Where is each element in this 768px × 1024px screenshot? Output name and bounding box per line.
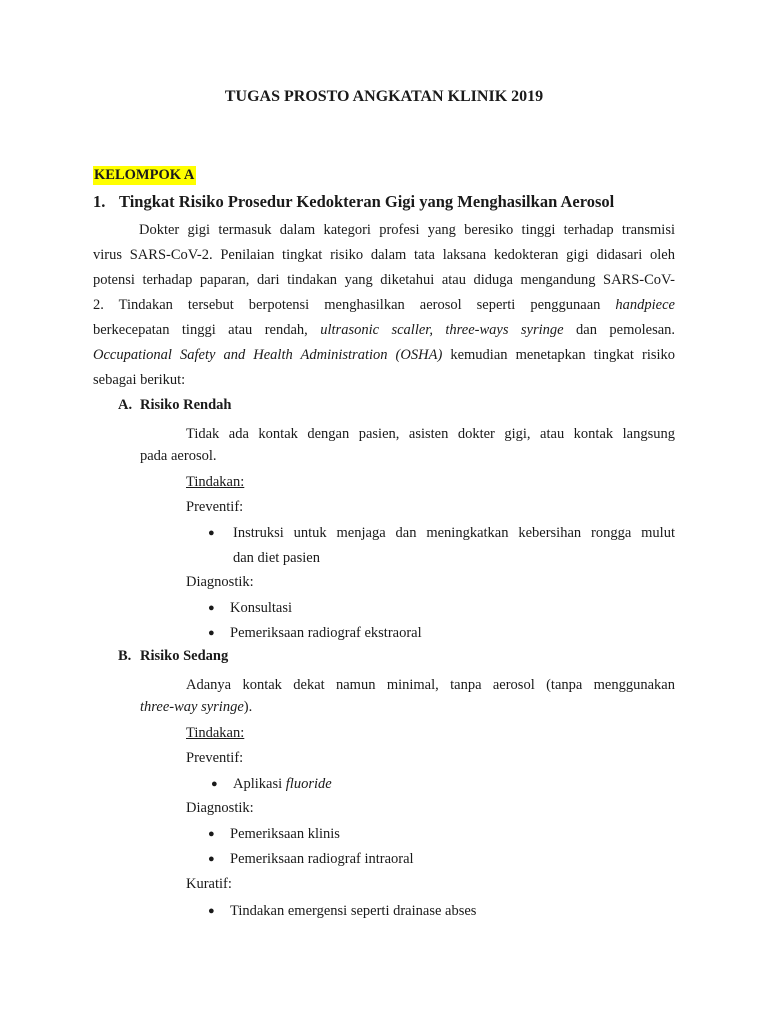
risk-b-heading bbox=[118, 648, 228, 665]
risk-a-diagnostik-label: Diagnostik: bbox=[186, 574, 254, 590]
risk-a-heading bbox=[118, 397, 231, 414]
intro-line-5 bbox=[93, 318, 675, 343]
risk-b-tindakan-label: Tindakan: bbox=[186, 725, 245, 741]
section-heading bbox=[93, 192, 614, 212]
risk-a-preventif-item-line-1: Instruksi untuk menjaga dan meningkatkan kebersihan rongga mulut bbox=[233, 525, 675, 541]
risk-b-desc-line-2 bbox=[140, 699, 252, 716]
risk-b-diagnostik-item-text: Pemeriksaan radiograf intraoral bbox=[230, 851, 414, 867]
risk-a-desc-line-1: Tidak ada kontak dengan pasien, asisten dokter gigi, atau kontak langsung bbox=[186, 426, 675, 442]
intro-line-1: Dokter gigi termasuk dalam kategori profesi yang beresiko tinggi terhadap transmisi bbox=[139, 222, 675, 238]
risk-a-diagnostik-item-text: Pemeriksaan radiograf ekstraoral bbox=[230, 625, 422, 641]
risk-b-preventif-item-text: Aplikasi bbox=[233, 776, 283, 792]
risk-b-kuratif-item bbox=[208, 899, 476, 924]
bullet-icon: ● bbox=[208, 853, 215, 865]
risk-b-desc-end: ). bbox=[243, 699, 253, 715]
intro-line-2: virus SARS-CoV-2. Penilaian tingkat risiko dalam tata laksana kedokteran gigi didasari oleh bbox=[93, 247, 675, 263]
risk-a-title: Risiko Rendah bbox=[140, 397, 232, 413]
risk-b-kuratif-label: Kuratif: bbox=[186, 876, 232, 892]
risk-a-diagnostik-item-text: Konsultasi bbox=[230, 600, 293, 616]
bullet-icon: ● bbox=[208, 828, 215, 840]
section-heading-text: Tingkat Risiko Prosedur Kedokteran Gigi yang Menghasilkan Aerosol bbox=[119, 192, 615, 211]
risk-b-fluoride: fluoride bbox=[285, 776, 332, 792]
section-number: 1. bbox=[93, 192, 106, 211]
risk-a-letter: A. bbox=[118, 397, 133, 413]
intro-line-5-text: berkecepatan tinggi atau rendah, bbox=[93, 322, 308, 338]
bullet-icon: ● bbox=[208, 905, 215, 917]
risk-b-desc-line-1: Adanya kontak dekat namun minimal, tanpa aerosol (tanpa menggunakan bbox=[186, 677, 675, 693]
intro-instruments: ultrasonic scaller, three-ways syringe bbox=[320, 322, 564, 338]
risk-b-diagnostik-item bbox=[208, 847, 414, 872]
intro-osha: Occupational Safety and Health Administration (OSHA) bbox=[93, 347, 443, 363]
risk-a-preventif-item bbox=[208, 521, 675, 571]
risk-b-diagnostik-item-text: Pemeriksaan klinis bbox=[230, 826, 340, 842]
intro-line-7: sebagai berikut: bbox=[93, 372, 186, 388]
document-title: TUGAS PROSTO ANGKATAN KLINIK 2019 bbox=[224, 88, 544, 105]
risk-b-diagnostik-label: Diagnostik: bbox=[186, 800, 254, 816]
risk-b-three-way-syringe: three-way syringe bbox=[140, 699, 244, 715]
risk-b-preventif-item bbox=[211, 772, 332, 797]
intro-handpiece: handpiece bbox=[615, 297, 675, 313]
risk-a-diagnostik-item bbox=[208, 596, 292, 621]
risk-b-letter: B. bbox=[118, 648, 132, 664]
risk-a-preventif-item-line-2: dan diet pasien bbox=[233, 550, 320, 566]
risk-a-preventif-label: Preventif: bbox=[186, 499, 244, 515]
intro-line-6 bbox=[93, 343, 675, 368]
intro-line-5-end: dan pemolesan. bbox=[576, 322, 676, 338]
group-label-highlight: KELOMPOK A bbox=[94, 167, 195, 183]
intro-line-4 bbox=[93, 293, 675, 318]
risk-b-preventif-label: Preventif: bbox=[186, 750, 244, 766]
bullet-icon: ● bbox=[208, 602, 215, 614]
bullet-icon: ● bbox=[208, 527, 215, 539]
intro-line-4-text: 2. Tindakan tersebut berpotensi menghasilkan aerosol seperti penggunaan bbox=[93, 297, 601, 313]
bullet-icon: ● bbox=[208, 627, 215, 639]
risk-b-diagnostik-item bbox=[208, 822, 340, 847]
risk-b-title: Risiko Sedang bbox=[140, 648, 229, 664]
bullet-icon: ● bbox=[211, 778, 218, 790]
risk-a-desc-line-2: pada aerosol. bbox=[140, 448, 217, 464]
risk-a-tindakan-label: Tindakan: bbox=[186, 474, 245, 490]
intro-line-3: potensi terhadap paparan, dari tindakan yang diketahui atau diduga mengandung SARS-CoV- bbox=[93, 272, 675, 288]
intro-line-6-text: kemudian menetapkan tingkat risiko bbox=[450, 347, 676, 363]
risk-b-kuratif-item-text: Tindakan emergensi seperti drainase abses bbox=[230, 903, 477, 919]
risk-a-diagnostik-item bbox=[208, 621, 422, 646]
